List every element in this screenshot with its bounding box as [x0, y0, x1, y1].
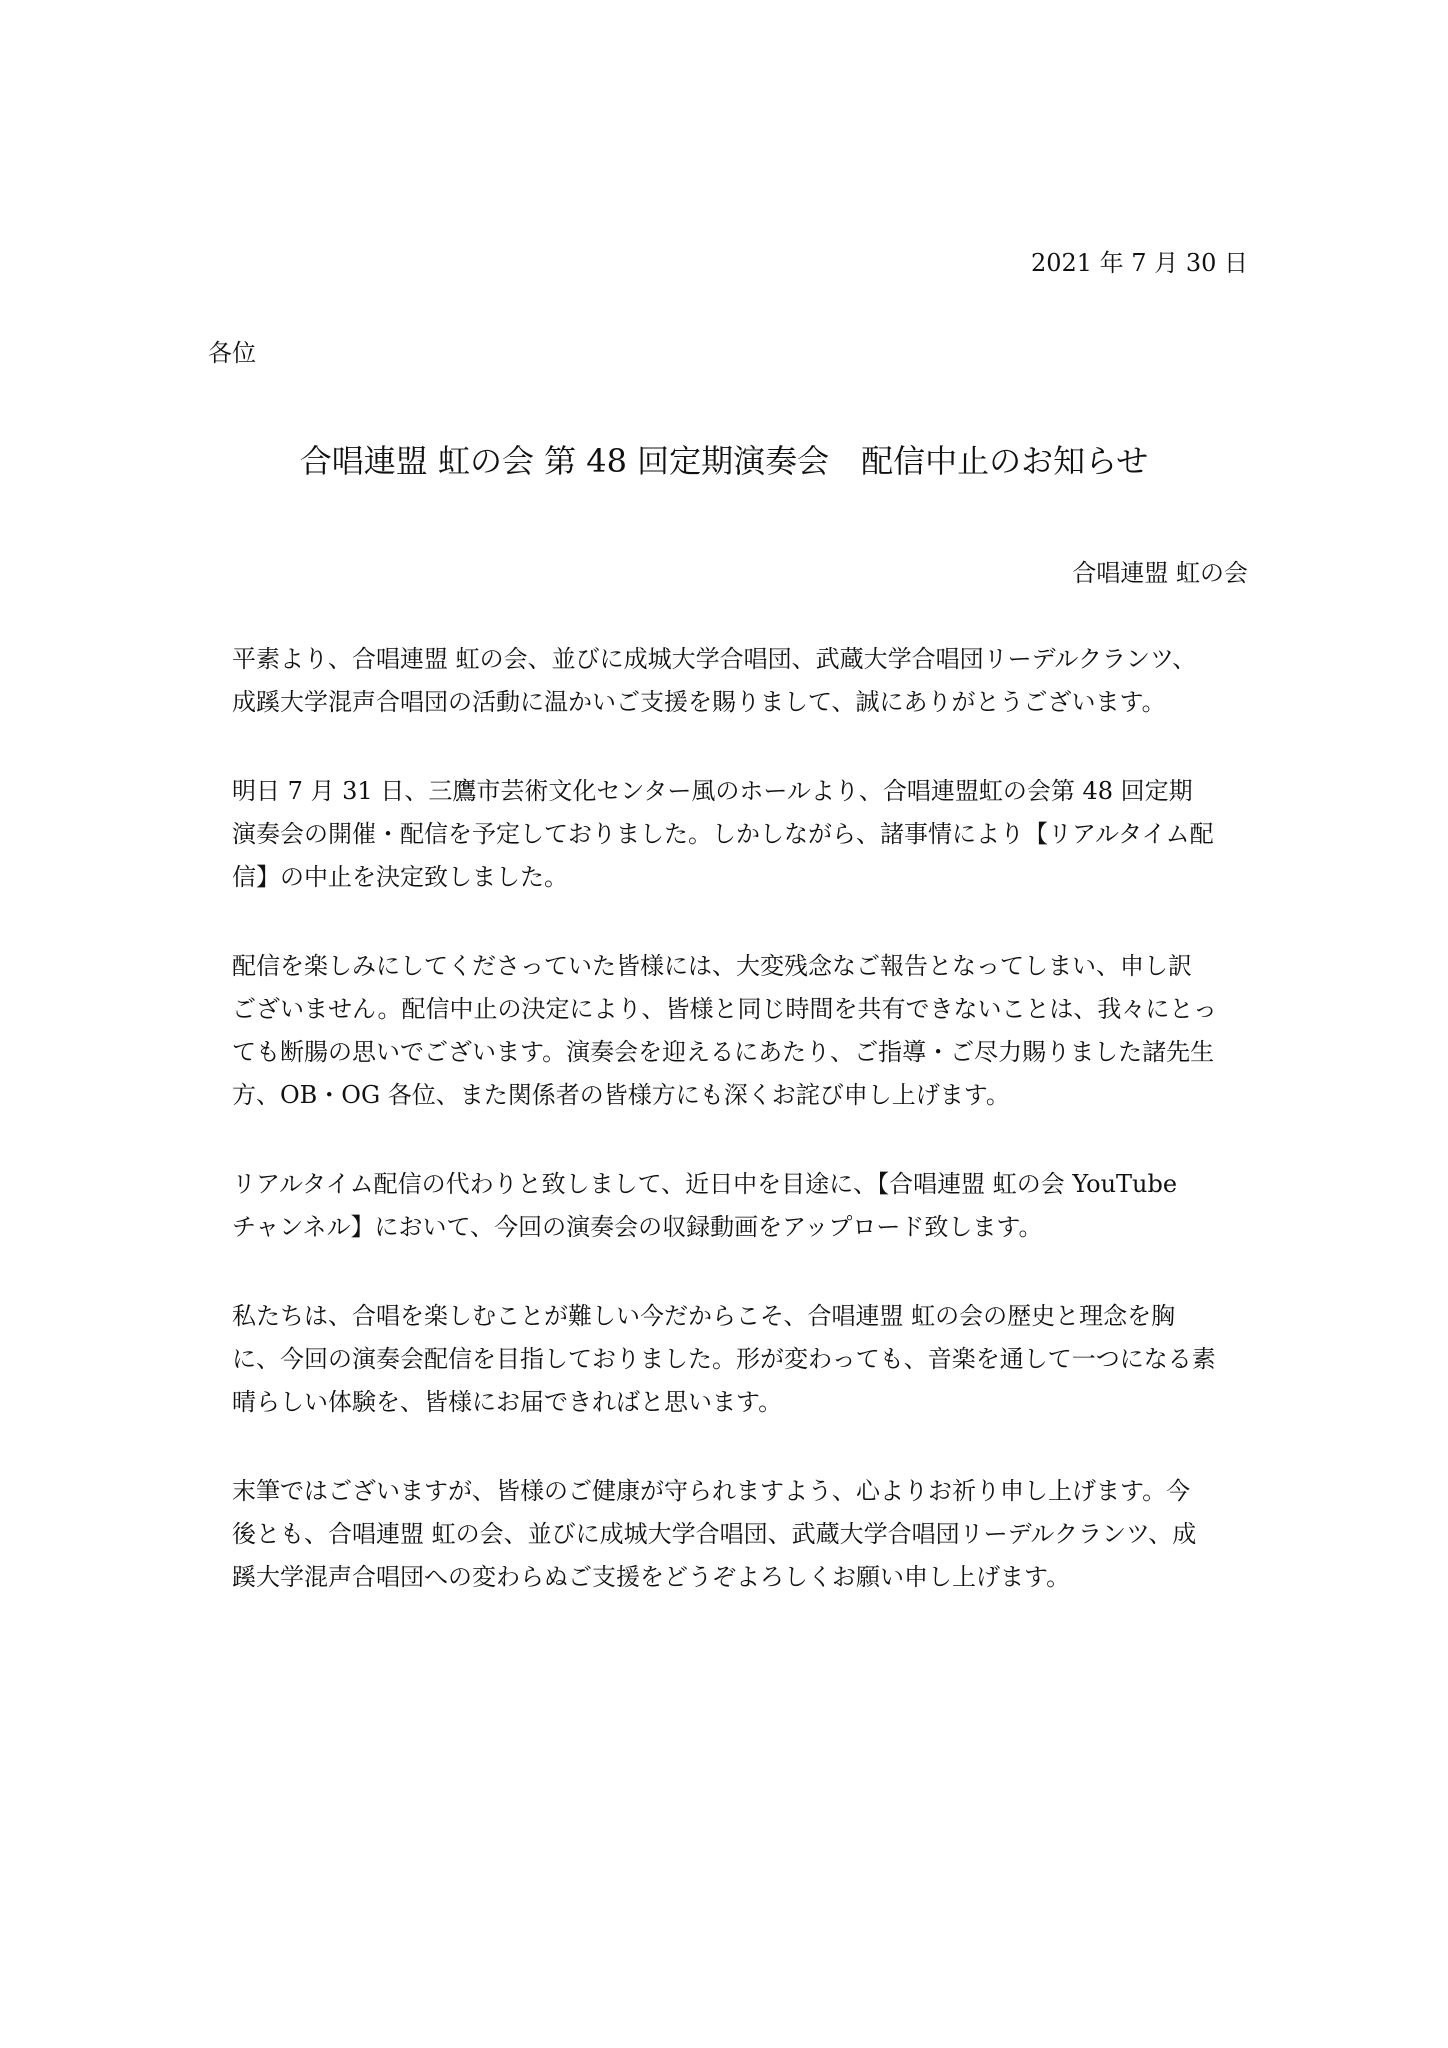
sender-organization: 合唱連盟 虹の会: [1072, 559, 1248, 587]
paragraph-line: 晴らしい体験を、皆様にお届できればと思います。: [232, 1388, 783, 1416]
document-body: [208, 638, 1240, 1645]
paragraph: [208, 1295, 1240, 1424]
paragraph-line: 演奏会の開催・配信を予定しておりました。しかしながら、諸事情により【リアルタイム配: [232, 820, 1214, 848]
paragraph: [208, 1470, 1240, 1599]
paragraph-line: 末筆ではございますが、皆様のご健康が守られますよう、心よりお祈り申し上げます。今: [232, 1477, 1191, 1505]
paragraph-line: 平素より、合唱連盟 虹の会、並びに成城大学合唱団、武蔵大学合唱団リーデルクランツ、: [232, 645, 1197, 673]
paragraph-line: 蹊大学混声合唱団への変わらぬご支援をどうぞよろしくお願い申し上げます。: [232, 1563, 1071, 1591]
document-date: 2021 年 7 月 30 日: [1030, 249, 1248, 277]
addressee: 各位: [208, 339, 256, 367]
paragraph-line: 成蹊大学混声合唱団の活動に温かいご支援を賜りまして、誠にありがとうございます。: [232, 688, 1166, 716]
paragraph: [208, 945, 1240, 1117]
paragraph-line: 信】の中止を決定致しました。: [232, 863, 568, 891]
paragraph-line: 配信を楽しみにしてくださっていた皆様には、大変残念なご報告となってしまい、申し訳: [232, 952, 1192, 980]
paragraph-line: 明日 7 月 31 日、三鷹市芸術文化センター風のホールより、合唱連盟虹の会第 48 回定期: [232, 777, 1193, 805]
paragraph: [208, 1163, 1240, 1249]
document-title: 合唱連盟 虹の会 第 48 回定期演奏会 配信中止のお知らせ: [299, 442, 1149, 480]
paragraph-line: リアルタイム配信の代わりと致しまして、近日中を目途に、【合唱連盟 虹の会 YouTube: [232, 1170, 1178, 1198]
paragraph: [208, 638, 1240, 724]
paragraph-line: ても断腸の思いでございます。演奏会を迎えるにあたり、ご指導・ご尽力賜りました諸先生: [232, 1038, 1215, 1066]
paragraph-line: 後とも、合唱連盟 虹の会、並びに成城大学合唱団、武蔵大学合唱団リーデルクランツ、成: [232, 1520, 1197, 1548]
paragraph-line: 方、OB・OG 各位、また関係者の皆様方にも深くお詫び申し上げます。: [232, 1081, 1010, 1109]
paragraph-line: チャンネル】において、今回の演奏会の収録動画をアップロード致します。: [232, 1213, 1043, 1241]
paragraph-line: に、今回の演奏会配信を目指しておりました。形が変わっても、音楽を通して一つになる素: [232, 1345, 1216, 1373]
paragraph: [208, 770, 1240, 899]
paragraph-line: ございません。配信中止の決定により、皆様と同じ時間を共有できないことは、我々にとっ: [232, 995, 1217, 1023]
paragraph-line: 私たちは、合唱を楽しむことが難しい今だからこそ、合唱連盟 虹の会の歴史と理念を胸: [232, 1302, 1176, 1330]
